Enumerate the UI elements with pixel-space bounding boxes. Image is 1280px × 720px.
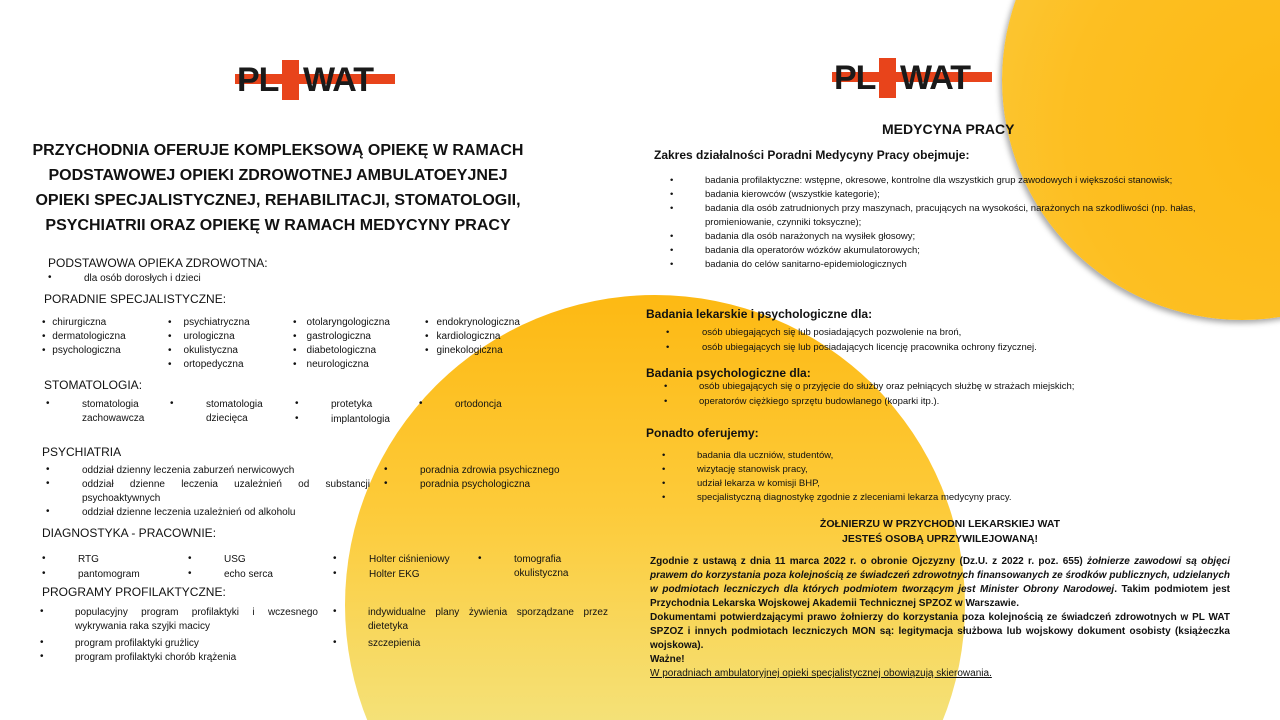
zolnierz-notice: Zgodnie z ustawą z dnia 11 marca 2022 r. o obronie Ojczyzny (Dz.U. z 2022 r. poz. 655) żołnierze zawodowi są objęci prawem do korzystania poza kolejnością ze świadczeń zdrowotnych finansowanych ze środków publicznych, udzielanych w podmiotach leczniczych dla których podmiotem tworzącym jest Minister Obrony Narodowej. Takim podmiotem jest Przychodnia Lekarska Wojskowej Akademii Technicznej SPZOZ w Warszawie. Dokumentami potwierdzającymi prawo żołnierzy do korzystania poza kolejnością ze świadczeń zdrowotnych w PL WAT SPZOZ i innych podmiotach leczniczych MON są: legitymacja służbowa lub wojskowy dokument osobisty (książeczka wojskowa). Ważne! W poradniach ambulatoryjnej opieki specjalistycznej obowiązują skierowania. xyxy=(650,556,1230,679)
diag-item: RTG xyxy=(78,554,99,565)
medycyna-subtitle: Zakres działalności Poradni Medycyny Pracy obejmuje: xyxy=(654,148,970,162)
zolnierz-heading: ŻOŁNIERZU W PRZYCHODNI LEKARSKIEJ WAT JESTEŚ OSOBĄ UPRZYWILEJOWANĄ! xyxy=(819,518,1061,545)
psych-item: poradnia psychologiczna xyxy=(420,479,531,490)
medycyna-list: • badania profilaktyczne: wstępne, okresowe, kontrolne dla wszystkich grup zawodowych i większości stanowisk; • badania kierowców (wszystkie kategorie); • badania dla osób zatrudnionych przy maszynach, pracujących na wysokości, narażonych na szkodliwości (np. hałas, promieniowanie, czynniki toksyczne); • badania dla osób narażonych na wysiłek głosowy; • badania dla operatorów wózków akumulatorowych; • badania do celów sanitarno-epidemiologicznych xyxy=(670,175,1196,270)
stoma-item: protetyka xyxy=(331,399,373,410)
diag-item: Holter ciśnieniowy xyxy=(369,554,450,565)
logo-pl-text: PL xyxy=(834,59,876,97)
decor-circle-top xyxy=(1002,0,1280,320)
medycyna-title: MEDYCYNA PRACY xyxy=(882,121,1015,137)
prof-item: szczepienia xyxy=(368,638,421,649)
prof-item: program profilaktyki chorób krążenia xyxy=(75,652,237,663)
poz-title: PODSTAWOWA OPIEKA ZDROWOTNA: xyxy=(48,256,268,270)
logo-left xyxy=(235,60,395,100)
logo-wat-text: WAT xyxy=(303,61,374,99)
poradnie-col2: • psychiatryczna • urologiczna • okulistyczna • ortopedyczna xyxy=(168,317,250,370)
profilaktyka-title: PROGRAMY PROFILAKTYCZNE: xyxy=(42,585,226,599)
prof-item: populacyjny program profilaktyki i wczesnego wykrywania raka szyjki macicy xyxy=(75,607,318,632)
ponadto-list: • badania dla uczniów, studentów, • wizytację stanowisk pracy, • udział lekarza w komisji BHP, • specjalistyczną diagnostykę zgodnie z zleceniami lekarza medycyny pracy. xyxy=(662,450,1012,503)
psychiatria-title: PSYCHIATRIA xyxy=(42,445,122,459)
psych-item: oddział dzienne leczenia uzależnień od substancji psychoaktywnych xyxy=(82,479,370,504)
psy-list: • osób ubiegających się o przyjęcie do służby oraz pełniących służbę w strażach miejskich; • operatorów ciężkiego sprzętu budowlanego (koparki itp.). xyxy=(664,381,1075,407)
poradnie-col3: • otolaryngologiczna • gastrologiczna • diabetologiczna • neurologiczna xyxy=(293,317,390,370)
stoma-item: stomatologia zachowawcza xyxy=(82,399,145,424)
poradnie-col4: • endokrynologiczna • kardiologiczna • ginekologiczna xyxy=(425,317,520,356)
ponadto-title: Ponadto oferujemy: xyxy=(646,426,759,440)
poz-item: dla osób dorosłych i dzieci xyxy=(84,273,201,284)
logo-right xyxy=(832,58,992,98)
diag-item: tomografia okulistyczna xyxy=(514,554,569,579)
diag-item: pantomogram xyxy=(78,569,140,580)
psych-item: oddział dzienny leczenia zaburzeń nerwicowych xyxy=(82,465,295,476)
stoma-item: ortodoncja xyxy=(455,399,502,410)
diag-item: Holter EKG xyxy=(369,569,420,580)
stoma-item: stomatologia dziecięca xyxy=(206,399,263,424)
lek-list: • osób ubiegających się lub posiadających pozwolenie na broń, • osób ubiegających się lub posiadających licencję pracownika ochrony fizycznej. xyxy=(666,327,1037,353)
psych-item: poradnia zdrowia psychicznego xyxy=(420,465,560,476)
diagnostyka-title: DIAGNOSTYKA - PRACOWNIE: xyxy=(42,526,217,540)
referral-note: W poradniach ambulatoryjnej opieki specjalistycznej obowiązują skierowania. xyxy=(650,668,992,679)
psych-item: oddział dzienne leczenia uzależnień od alkoholu xyxy=(82,507,296,518)
psy-title: Badania psychologiczne dla: xyxy=(646,366,811,380)
stoma-item: implantologia xyxy=(331,414,390,425)
stomatologia-title: STOMATOLOGIA: xyxy=(44,378,143,392)
poradnie-col1: • chirurgiczna • dermatologiczna • psychologiczna xyxy=(42,317,126,356)
poradnie-title: PORADNIE SPECJALISTYCZNE: xyxy=(44,292,227,306)
prof-item: program profilaktyki grużlicy xyxy=(75,638,199,649)
lek-title: Badania lekarskie i psychologiczne dla: xyxy=(646,307,873,321)
headline: PRZYCHODNIA OFERUJE KOMPLEKSOWĄ OPIEKĘ W RAMACH PODSTAWOWEJ OPIEKI ZDROWOTNEJ AMBULATOEYJNEJ OPIEKI SPECJALISTYCZNEJ, REHABILITACJI, STOMATOLOGII, PSYCHIATRII ORAZ OPIEKĘ W RAMACH MEDYCYNY PRACY xyxy=(32,142,524,234)
diag-item: echo serca xyxy=(224,569,273,580)
logo-wat-text: WAT xyxy=(900,59,971,97)
logo-pl-text: PL xyxy=(237,61,279,99)
prof-item: indywidualne plany żywienia sporządzane przez dietetyka xyxy=(368,607,608,632)
diag-item: USG xyxy=(224,554,246,565)
